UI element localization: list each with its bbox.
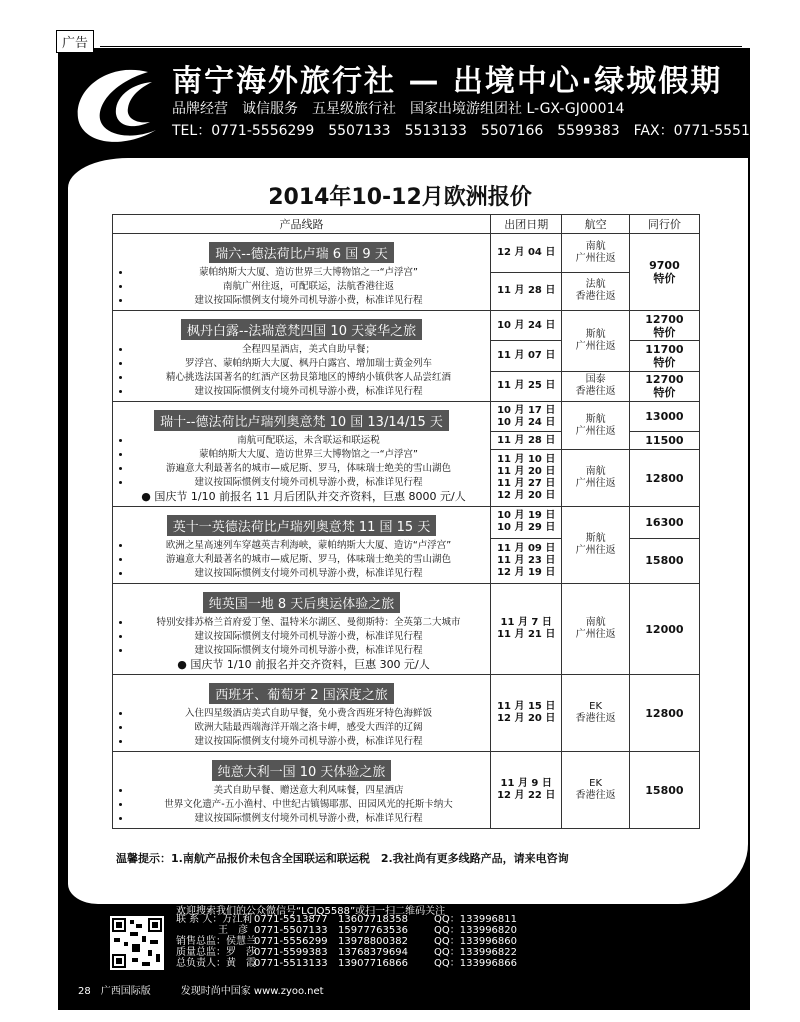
company-name: 南宁海外旅行社 — 出境中心·绿城假期	[172, 64, 723, 99]
departure-date-cell	[491, 432, 562, 450]
contact-row	[176, 936, 517, 947]
price-cell	[629, 234, 699, 311]
route-promo-note	[121, 490, 486, 504]
route-feature: • 南航广州往返，可配联运，法航香港往返	[131, 280, 486, 294]
route-feature: • 建议按国际惯例支付境外司机导游小费，标准详见行程	[131, 735, 486, 749]
departure-date: 11 月 20 日	[497, 466, 556, 477]
price-cell	[629, 507, 699, 539]
route-cell	[113, 675, 491, 752]
departure-date: 12 月 04 日	[497, 246, 556, 258]
departure-date-cell	[491, 234, 562, 273]
route-cell	[113, 311, 491, 402]
departure-date-cell	[491, 538, 562, 584]
route-feature: • 特别安排苏格兰首府爱丁堡、温特米尔湖区、曼彻斯特：全英第二大城市	[131, 616, 486, 630]
contact-row	[176, 958, 517, 969]
contact-qq: QQ：133996860	[434, 936, 518, 947]
departure-date-cell	[491, 507, 562, 539]
price-cell	[629, 675, 699, 752]
price-cell	[629, 584, 699, 675]
contact-row	[176, 925, 517, 936]
route-feature: • 全程四星酒店，美式自助早餐；	[131, 343, 486, 357]
warm-tips: 温馨提示：1.南航产品报价未包含全国联运和联运税 2.我社尚有更多线路产品，请来电咨询	[116, 852, 569, 865]
airline-cell	[562, 584, 629, 675]
route-feature: • 建议按国际惯例支付境外司机导游小费，标准详见行程	[131, 567, 486, 581]
airline-text: 广州往返	[575, 425, 616, 437]
departure-date-cell	[491, 311, 562, 341]
airline-cell	[562, 272, 629, 311]
table-row	[113, 507, 700, 539]
airline-text: 斯航	[585, 413, 606, 425]
airline-text: 斯航	[585, 533, 606, 544]
route-promo-text: 国庆节 1/10 前报名 11 月后团队并交齐资料，巨惠 8000 元/人	[154, 490, 466, 503]
route-title: 瑞六--德法荷比卢瑞 6 国 9 天	[209, 242, 393, 263]
route-cell	[113, 402, 491, 507]
contact-qq: QQ：133996822	[434, 947, 518, 958]
departure-date-cell	[491, 675, 562, 752]
route-title: 瑞十--德法荷比卢瑞列奥意梵 10 国 13/14/15 天	[154, 410, 449, 431]
route-title: 纯英国一地 8 天后奥运体验之旅	[203, 592, 401, 613]
contact-qq: QQ：133996811	[434, 914, 518, 925]
airline-cell	[562, 507, 629, 584]
route-feature: • 世界文化遗产-五小渔村、中世纪古镇锡耶那、田园风光的托斯卡纳大	[131, 798, 486, 812]
route-feature: • 罗浮宫、蒙帕纳斯大大厦、枫丹白露宫、增加瑞士黄金列车	[131, 357, 486, 371]
departure-date: 12 月 22 日	[497, 790, 556, 801]
price-value: 15800	[645, 554, 684, 568]
price-value: 12800	[645, 706, 684, 720]
route-feature: • 入住四星级酒店美式自助早餐，免小费含西班牙特色海鲜饭	[131, 707, 486, 721]
price-value: 特价	[653, 272, 676, 285]
route-features	[117, 539, 486, 581]
departure-date: 10 月 24 日	[497, 416, 556, 428]
route-feature: • 美式自助早餐、赠送意大利风味餐，四星酒店	[131, 784, 486, 798]
departure-date: 12 月 20 日	[497, 713, 556, 724]
route-cell	[113, 234, 491, 311]
table-row	[113, 675, 700, 752]
price-cell	[629, 752, 699, 829]
route-features	[117, 784, 486, 826]
c-swoosh-logo-icon	[70, 64, 166, 148]
route-feature: • 建议按国际惯例支付境外司机导游小费，标准详见行程	[131, 630, 486, 644]
departure-date: 10 月 29 日	[497, 522, 556, 534]
route-features	[117, 707, 486, 749]
contact-name: 总负责人：黄 霞	[176, 958, 256, 969]
contact-qq: QQ：133996866	[434, 958, 518, 969]
departure-date: 12 月 20 日	[497, 490, 556, 501]
contact-row	[176, 947, 517, 958]
departure-date: 11 月 10 日	[497, 454, 556, 465]
header-price: 同行价	[629, 215, 699, 234]
contact-tel: 0771-5513133	[254, 958, 328, 969]
header-date: 出团日期	[491, 215, 562, 234]
contact-mobile: 13768379694	[338, 947, 408, 958]
departure-date: 11 月 07 日	[497, 349, 556, 361]
airline-cell	[562, 450, 629, 507]
route-feature: • 南航可配联运，未含联运和联运税	[131, 434, 486, 448]
qr-code-icon	[110, 916, 164, 970]
route-feature: • 建议按国际惯例支付境外司机导游小费，标准详见行程	[131, 812, 486, 826]
route-feature: • 蒙帕纳斯大大厦、造访世界三大博物馆之一“卢浮宫”	[131, 448, 486, 462]
route-feature: • 欧洲大陆最西端海洋开端之洛卡岬，感受大西洋的辽阔	[131, 721, 486, 735]
page-footer: 28 广西国际版 发现时尚中国家 www.zyoo.net	[78, 986, 324, 997]
airline-text: 南航	[585, 466, 606, 477]
price-value: 12800	[645, 471, 684, 485]
airline-text: 南航	[585, 617, 606, 628]
price-value: 特价	[653, 325, 676, 339]
airline-text: 广州往返	[575, 478, 616, 489]
contact-name: 销售总监：侯慧兰	[176, 936, 256, 947]
route-features	[117, 434, 486, 504]
price-value: 9700	[649, 259, 680, 272]
route-promo-text: 国庆节 1/10 前报名并交齐资料，巨惠 300 元/人	[190, 658, 430, 671]
airline-text: 广州往返	[575, 545, 616, 556]
table-row	[113, 752, 700, 829]
price-value: 特价	[653, 386, 676, 400]
price-table	[112, 214, 700, 829]
company-phones: TEL：0771-5556299 5507133 5513133 5507166 5599383 FAX：0771-5551065	[172, 123, 777, 139]
price-value: 12700	[645, 373, 684, 387]
route-feature: • 建议按国际惯例支付境外司机导游小费，标准详见行程	[131, 644, 486, 658]
departure-date: 11 月 28 日	[497, 434, 556, 446]
contact-tel: 0771-5556299	[254, 936, 328, 947]
route-title: 英十一英德法荷比卢瑞列奥意梵 11 国 15 天	[167, 515, 437, 536]
price-value: 11500	[645, 434, 684, 448]
table-header-row	[113, 215, 700, 234]
price-value: 16300	[645, 515, 684, 529]
departure-date: 11 月 28 日	[497, 285, 556, 297]
bullet-dot-icon: ●	[177, 658, 187, 671]
route-feature: • 游遍意大利最著名的城市—威尼斯、罗马，体味瑞士绝美的雪山湖色	[131, 553, 486, 567]
route-features	[117, 266, 486, 308]
departure-date-cell	[491, 584, 562, 675]
departure-date: 11 月 21 日	[497, 629, 556, 640]
route-feature: • 欧洲之星高速列车穿越英吉利海峡，蒙帕纳斯大大厦、造访“卢浮宫”	[131, 539, 486, 553]
header-airline: 航空	[562, 215, 629, 234]
airline-text: EK	[589, 778, 603, 789]
contact-tel: 0771-5513877	[254, 914, 328, 925]
airline-text: 香港往返	[575, 790, 616, 801]
price-cell	[629, 432, 699, 450]
table-row	[113, 311, 700, 341]
page-title: 2014年10-12月欧洲报价	[268, 185, 532, 210]
departure-date: 10 月 17 日	[497, 404, 556, 416]
contact-tel: 0771-5599383	[254, 947, 328, 958]
departure-date-cell	[491, 402, 562, 432]
price-value: 11700	[645, 342, 684, 356]
bullet-dot-icon: ●	[141, 490, 151, 503]
airline-text: 南航	[585, 240, 606, 252]
route-title: 西班牙、葡萄牙 2 国深度之旅	[209, 683, 394, 704]
airline-text: EK	[589, 701, 603, 712]
price-cell	[629, 402, 699, 432]
table-row	[113, 402, 700, 432]
airline-text: 广州往返	[575, 340, 616, 352]
route-feature: • 建议按国际惯例支付境外司机导游小费，标准详见行程	[131, 476, 486, 490]
departure-date-cell	[491, 272, 562, 311]
price-value: 特价	[653, 355, 676, 369]
departure-date: 11 月 23 日	[497, 554, 556, 566]
route-cell	[113, 752, 491, 829]
airline-text: 广州往返	[575, 629, 616, 640]
route-feature: • 精心挑选法国著名的红酒产区勃艮第地区的博纳小镇供客人品尝红酒	[131, 371, 486, 385]
price-table-body	[113, 234, 700, 829]
route-feature: • 建议按国际惯例支付境外司机导游小费，标准详见行程	[131, 385, 486, 399]
airline-text: 法航	[585, 279, 606, 291]
airline-text: 广州往返	[575, 252, 616, 264]
price-cell	[629, 450, 699, 507]
airline-cell	[562, 311, 629, 372]
airline-text: 国泰	[585, 374, 606, 386]
airline-text: 香港往返	[575, 386, 616, 398]
airline-text: 斯航	[585, 328, 606, 340]
airline-cell	[562, 402, 629, 450]
contact-name: 王 彦	[218, 925, 248, 936]
departure-date: 11 月 15 日	[497, 701, 556, 712]
wechat-follow: 欢迎搜索我们的公众微信号“LCJQ5588”或扫一扫二维码关注	[176, 906, 446, 917]
route-cell	[113, 584, 491, 675]
departure-date: 11 月 09 日	[497, 542, 556, 554]
departure-date: 11 月 9 日	[500, 778, 552, 789]
contact-name: 质量总监：罗 莎	[176, 947, 256, 958]
route-feature: • 蒙帕纳斯大大厦、造访世界三大博物馆之一“卢浮宫”	[131, 266, 486, 280]
contact-mobile: 13607718358	[338, 914, 408, 925]
departure-date-cell	[491, 341, 562, 371]
contact-qq: QQ：133996820	[434, 925, 518, 936]
price-value: 13000	[645, 410, 684, 424]
route-feature: • 建议按国际惯例支付境外司机导游小费，标准详见行程	[131, 294, 486, 308]
contact-mobile: 13978800382	[338, 936, 408, 947]
route-promo-note	[121, 658, 486, 672]
contact-mobile: 15977763536	[338, 925, 408, 936]
route-title: 纯意大利一国 10 天体验之旅	[212, 760, 392, 781]
departure-date: 10 月 24 日	[497, 319, 556, 331]
route-title: 枫丹白露--法瑞意梵四国 10 天豪华之旅	[181, 319, 422, 340]
company-tagline: 品牌经营 诚信服务 五星级旅行社 国家出境游组团社 L-GX-GJ00014	[172, 101, 625, 117]
header-route: 产品线路	[113, 215, 491, 234]
table-row	[113, 234, 700, 273]
contact-mobile: 13907716866	[338, 958, 408, 969]
top-rule	[100, 46, 742, 47]
airline-cell	[562, 234, 629, 273]
price-value: 12000	[645, 622, 684, 636]
departure-date: 11 月 25 日	[497, 380, 556, 392]
contact-tel: 0771-5507133	[254, 925, 328, 936]
departure-date-cell	[491, 752, 562, 829]
price-value: 12700	[645, 312, 684, 326]
contact-row	[176, 914, 517, 925]
ad-tag: 广告	[56, 30, 94, 53]
price-value: 15800	[645, 783, 684, 797]
departure-date: 11 月 7 日	[500, 617, 552, 628]
departure-date: 10 月 19 日	[497, 510, 556, 522]
departure-date: 11 月 27 日	[497, 478, 556, 489]
route-feature: • 游遍意大利最著名的城市—威尼斯、罗马，体味瑞士绝美的雪山湖色	[131, 462, 486, 476]
route-cell	[113, 507, 491, 584]
contact-list	[176, 914, 517, 969]
airline-cell	[562, 371, 629, 401]
price-cell	[629, 341, 699, 371]
contact-name: 联 系 人：万江莉	[176, 914, 253, 925]
table-row	[113, 584, 700, 675]
price-cell	[629, 371, 699, 401]
departure-date-cell	[491, 371, 562, 401]
route-features	[117, 616, 486, 672]
departure-date-cell	[491, 450, 562, 507]
departure-date: 12 月 19 日	[497, 566, 556, 578]
airline-text: 香港往返	[575, 291, 616, 303]
price-cell	[629, 311, 699, 341]
airline-text: 香港往返	[575, 713, 616, 724]
price-cell	[629, 538, 699, 584]
airline-cell	[562, 752, 629, 829]
airline-cell	[562, 675, 629, 752]
route-features	[117, 343, 486, 399]
